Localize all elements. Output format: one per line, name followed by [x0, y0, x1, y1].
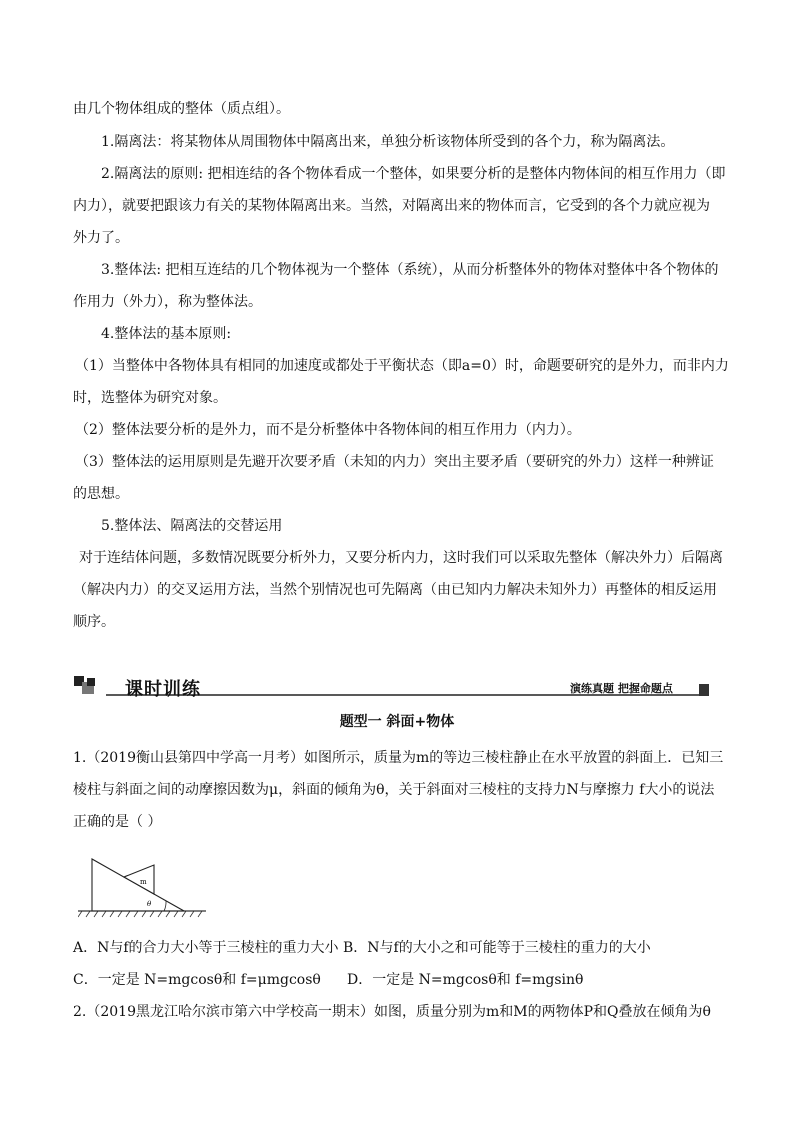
- paragraph-whole-definition-line2: 作用力（外力），称为整体法。: [73, 294, 262, 310]
- paragraph-whole-definition-line1: 3.整体法: 把相互连结的几个物体视为一个整体（系统），从而分析整体外的物体对整体中各个物体的: [101, 262, 719, 278]
- paragraph-alternate-line1: 对于连结体问题，多数情况既要分析外力，又要分析内力，这时我们可以采取先整体（解决外力）后隔离: [79, 550, 723, 566]
- paragraph-alternate-line3: 顺序。: [73, 614, 115, 630]
- triangular-prism: [124, 865, 154, 894]
- question1-line2: 棱柱与斜面之间的动摩擦因数为μ，斜面的倾角为θ，关于斜面对三棱柱的支持力N与摩擦力 f大小的说法: [73, 782, 715, 798]
- paragraph-rule3-line1: （3）整体法的运用原则是先避开次要矛盾（未知的内力）突出主要矛盾（要研究的外力）这样一种辨证: [75, 454, 714, 470]
- paragraph-intro: 由几个物体组成的整体（质点组）。: [73, 101, 290, 117]
- section-tagline: 演练真题 把握命题点: [570, 682, 673, 695]
- paragraph-rule1-line1: （1）当整体中各物体具有相同的加速度或都处于平衡状态（即a=0）时，命题要研究的是外力，而非内力: [75, 358, 729, 374]
- paragraph-rule3-line2: 的思想。: [73, 486, 129, 502]
- paragraph-whole-basic-principles: 4.整体法的基本原则:: [101, 326, 232, 342]
- paragraph-isolation-principle-line3: 外力了。: [73, 230, 129, 246]
- incline-prism-diagram: [78, 856, 208, 918]
- paragraph-alternate-title: 5.整体法、隔离法的交替运用: [101, 518, 283, 534]
- paragraph-rule1-line2: 时，选整体为研究对象。: [73, 390, 227, 406]
- paragraph-isolation-principle-line1: 2.隔离法的原则: 把相连结的各个物体看成一个整体，如果要分析的是整体内物体间的相互作用力（即: [101, 166, 726, 182]
- angle-arc: [164, 901, 166, 911]
- question1-option-d: D．一定是 N=mgcosθ和 f=mgsinθ: [347, 972, 584, 988]
- angle-label: θ: [147, 900, 152, 908]
- question1-line1: 1.（2019衡山县第四中学高一月考）如图所示，质量为m的等边三棱柱静止在水平放置的斜面上．已知三: [73, 750, 724, 766]
- section-end-marker: [699, 684, 709, 696]
- question-type-heading: 题型一 斜面+物体: [339, 714, 455, 730]
- mass-label: m: [140, 878, 147, 886]
- paragraph-isolation-definition: 1.隔离法：将某物体从周围物体中隔离出来，单独分析该物体所受到的各个力，称为隔离法。: [101, 134, 675, 150]
- paragraph-rule2: （2）整体法要分析的是外力，而不是分析整体中各物体间的相互作用力（内力）。: [75, 422, 581, 438]
- paragraph-alternate-line2: （解决内力）的交叉运用方法，当然个别情况也可先隔离（由已知内力解决未知外力）再整体的相反运用: [73, 582, 717, 598]
- question1-option-c: C．一定是 N=mgcosθ和 f=μmgcosθ: [73, 972, 321, 988]
- ground-hatching: [78, 911, 206, 917]
- question1-line3: 正确的是（ ）: [73, 814, 162, 830]
- question2-line1: 2.（2019黑龙江哈尔滨市第六中学校高一期末）如图，质量分别为m和M的两物体P和Q叠放在倾角为θ: [73, 1004, 711, 1020]
- section-squares-icon: [74, 676, 95, 694]
- paragraph-isolation-principle-line2: 内力），就要把跟该力有关的某物体隔离出来。当然，对隔离出来的物体而言，它受到的各个力就应视为: [73, 198, 710, 214]
- section-title: 课时训练: [125, 679, 201, 700]
- question1-options-ab: A．N与f的合力大小等于三棱柱的重力大小 B．N与f的大小之和可能等于三棱柱的重力的大小: [73, 940, 651, 956]
